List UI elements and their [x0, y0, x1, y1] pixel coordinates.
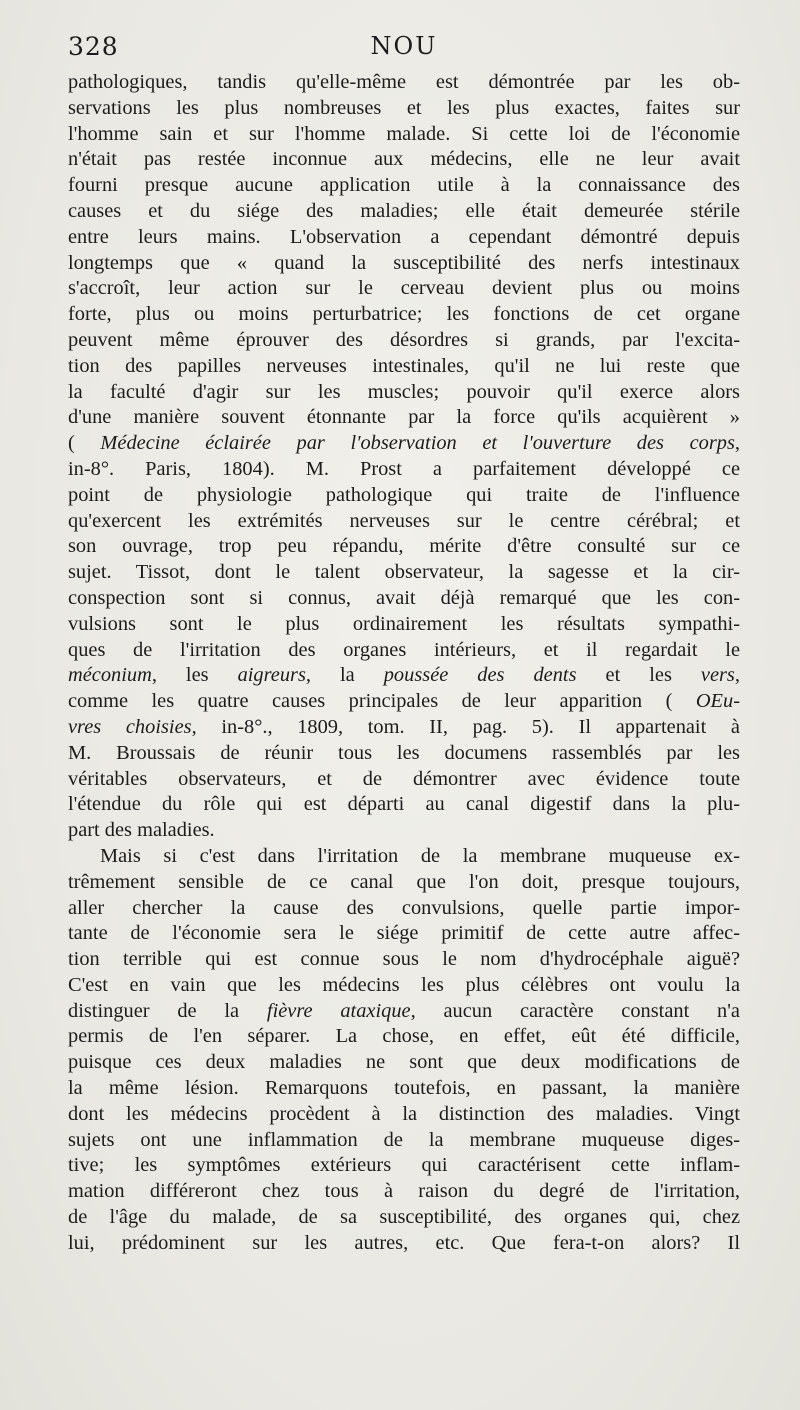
text-run: la même lésion. Remarquons toutefois, en passant, la manière — [68, 1077, 740, 1100]
text-line — [68, 1205, 740, 1231]
text-run: Mais si c'est dans l'irritation de la membrane muqueuse ex- — [100, 844, 740, 867]
text-run: part des maladies. — [68, 819, 215, 842]
text-line — [68, 173, 740, 199]
text-line — [68, 612, 740, 638]
text-run: servations les plus nombreuses et les plus exactes, faites sur — [68, 96, 740, 119]
text-run: son ouvrage, trop peu répandu, mérite d'être consulté sur ce — [68, 535, 740, 558]
text-run: , — [734, 664, 740, 687]
text-line — [68, 844, 740, 870]
text-line — [68, 122, 740, 148]
text-run: sujet. Tissot, dont le talent observateur, la sagesse et la cir- — [68, 561, 740, 584]
text-line — [68, 870, 740, 896]
text-line — [68, 586, 740, 612]
text-line — [68, 715, 740, 741]
text-run: , aucun caractère constant n'a — [410, 999, 740, 1022]
text-run: de l'âge du malade, de sa susceptibilité, des organes qui, chez — [68, 1206, 740, 1229]
text-line — [68, 999, 740, 1025]
text-line — [68, 405, 740, 431]
italic-text: Médecine éclairée par l'observation et l'ouverture des corps — [100, 432, 735, 455]
text-run: pathologiques, tandis qu'elle-même est démontrée par les ob- — [68, 71, 740, 93]
text-line — [68, 534, 740, 560]
text-line — [68, 638, 740, 664]
text-run: n'était pas restée inconnue aux médecins, elle ne leur avait — [68, 148, 740, 171]
page-header — [68, 30, 740, 70]
text-run: puisque ces deux maladies ne sont que deux modifications de — [68, 1051, 740, 1074]
text-run: forte, plus ou moins perturbatrice; les fonctions de cet organe — [68, 303, 740, 326]
text-run: causes et du siége des maladies; elle était demeurée stérile — [68, 199, 740, 222]
text-run: , les — [151, 664, 238, 687]
text-run: distinguer de la — [68, 999, 267, 1022]
text-run: M. Broussais de réunir tous les documens rassemblés par les — [68, 741, 740, 764]
text-line — [68, 1153, 740, 1179]
text-run: tive; les symptômes extérieurs qui caractérisent cette inflam- — [68, 1154, 740, 1177]
text-run: conspection sont si connus, avait déjà remarqué que les con- — [68, 586, 740, 609]
italic-text: méconium — [68, 664, 152, 687]
text-run: tion des papilles nerveuses intestinales, qu'il ne lui reste que — [68, 354, 740, 377]
text-line — [68, 483, 740, 509]
text-line — [68, 1128, 740, 1154]
text-run: tante de l'économie sera le siége primitif de cette autre affec- — [68, 922, 740, 945]
text-run: vulsions sont le plus ordinairement les résultats sympathi- — [68, 612, 740, 635]
text-line — [68, 96, 740, 122]
text-line — [68, 921, 740, 947]
text-run: qu'exercent les extrémités nerveuses sur le centre cérébral; et — [68, 509, 740, 532]
text-line — [68, 328, 740, 354]
text-line — [68, 896, 740, 922]
text-line — [68, 560, 740, 586]
text-run: mation différeront chez tous à raison du degré de l'irritation, — [68, 1180, 740, 1203]
text-line — [68, 1231, 740, 1257]
text-run: , la — [305, 664, 384, 687]
text-line — [68, 431, 740, 457]
text-run: dont les médecins procèdent à la distinction des maladies. Vingt — [68, 1102, 740, 1125]
text-line — [68, 276, 740, 302]
text-line — [68, 225, 740, 251]
text-run: lui, prédominent sur les autres, etc. Que fera-t-on alors? Il — [68, 1231, 740, 1254]
text-run: in-8°. Paris, 1804). M. Prost a parfaitement développé ce — [68, 457, 740, 480]
text-line — [68, 663, 740, 689]
text-line — [68, 1102, 740, 1128]
running-head: NOU — [370, 32, 438, 60]
text-line — [68, 767, 740, 793]
text-line — [68, 380, 740, 406]
text-run: sujets ont une inflammation de la membrane muqueuse diges- — [68, 1128, 740, 1151]
text-run: point de physiologie pathologique qui traite de l'influence — [68, 483, 740, 506]
text-line — [68, 689, 740, 715]
text-run: , — [734, 432, 741, 455]
text-run: et les — [576, 664, 701, 687]
text-run: l'étendue du rôle qui est départi au canal digestif dans la plu- — [68, 793, 740, 816]
text-line — [68, 147, 740, 173]
text-run: fourni presque aucune application utile à la connaissance des — [68, 174, 740, 197]
text-line — [68, 947, 740, 973]
text-line — [68, 457, 740, 483]
italic-text: fièvre ataxique — [266, 999, 411, 1022]
text-run: la faculté d'agir sur les muscles; pouvoir qu'il exerce alors — [68, 380, 740, 403]
text-run: d'une manière souvent étonnante par la force qu'ils acquièrent » — [68, 406, 740, 429]
text-run: comme les quatre causes principales de leur apparition ( — [68, 690, 696, 713]
italic-text: aigreurs — [237, 664, 306, 687]
text-run: ( — [68, 432, 101, 455]
text-line — [68, 1024, 740, 1050]
text-run: véritables observateurs, et de démontrer avec évidence toute — [68, 767, 740, 790]
text-line — [68, 741, 740, 767]
text-run: entre leurs mains. L'observation a cependant démontré depuis — [68, 225, 740, 248]
italic-text: OEu- — [695, 690, 740, 713]
text-line — [68, 354, 740, 380]
text-run: permis de l'en séparer. La chose, en effet, eût été difficile, — [68, 1025, 740, 1048]
text-run: longtemps que « quand la susceptibilité des nerfs intestinaux — [68, 251, 740, 274]
italic-text: poussée des dents — [383, 664, 577, 687]
text-line — [68, 70, 740, 96]
text-run: , in-8°., 1809, tom. II, pag. 5). Il appartenait à — [191, 715, 740, 738]
text-line — [68, 199, 740, 225]
text-line — [68, 818, 740, 844]
text-line — [68, 302, 740, 328]
italic-text: vers — [700, 664, 735, 687]
text-line — [68, 1050, 740, 1076]
text-run: peuvent même éprouver des désordres si grands, par l'excita- — [68, 328, 740, 351]
text-run: ques de l'irritation des organes intérieurs, et il regardait le — [68, 638, 740, 661]
text-run: l'homme sain et sur l'homme malade. Si cette loi de l'économie — [68, 122, 740, 145]
text-run: s'accroît, leur action sur le cerveau devient plus ou moins — [68, 277, 740, 300]
text-run: C'est en vain que les médecins les plus célèbres ont voulu la — [68, 973, 740, 996]
italic-text: vres choisies — [68, 715, 192, 738]
page-number: 328 — [68, 32, 119, 61]
text-line — [68, 251, 740, 277]
text-line — [68, 792, 740, 818]
text-run: trêmement sensible de ce canal que l'on doit, presque toujours, — [68, 870, 740, 893]
text-line — [68, 509, 740, 535]
text-run: tion terrible qui est connue sous le nom d'hydrocéphale aiguë? — [68, 948, 740, 971]
text-line — [68, 1179, 740, 1205]
text-run: aller chercher la cause des convulsions, quelle partie impor- — [68, 896, 740, 919]
text-line — [68, 1076, 740, 1102]
body-text — [68, 70, 740, 1257]
text-line — [68, 973, 740, 999]
